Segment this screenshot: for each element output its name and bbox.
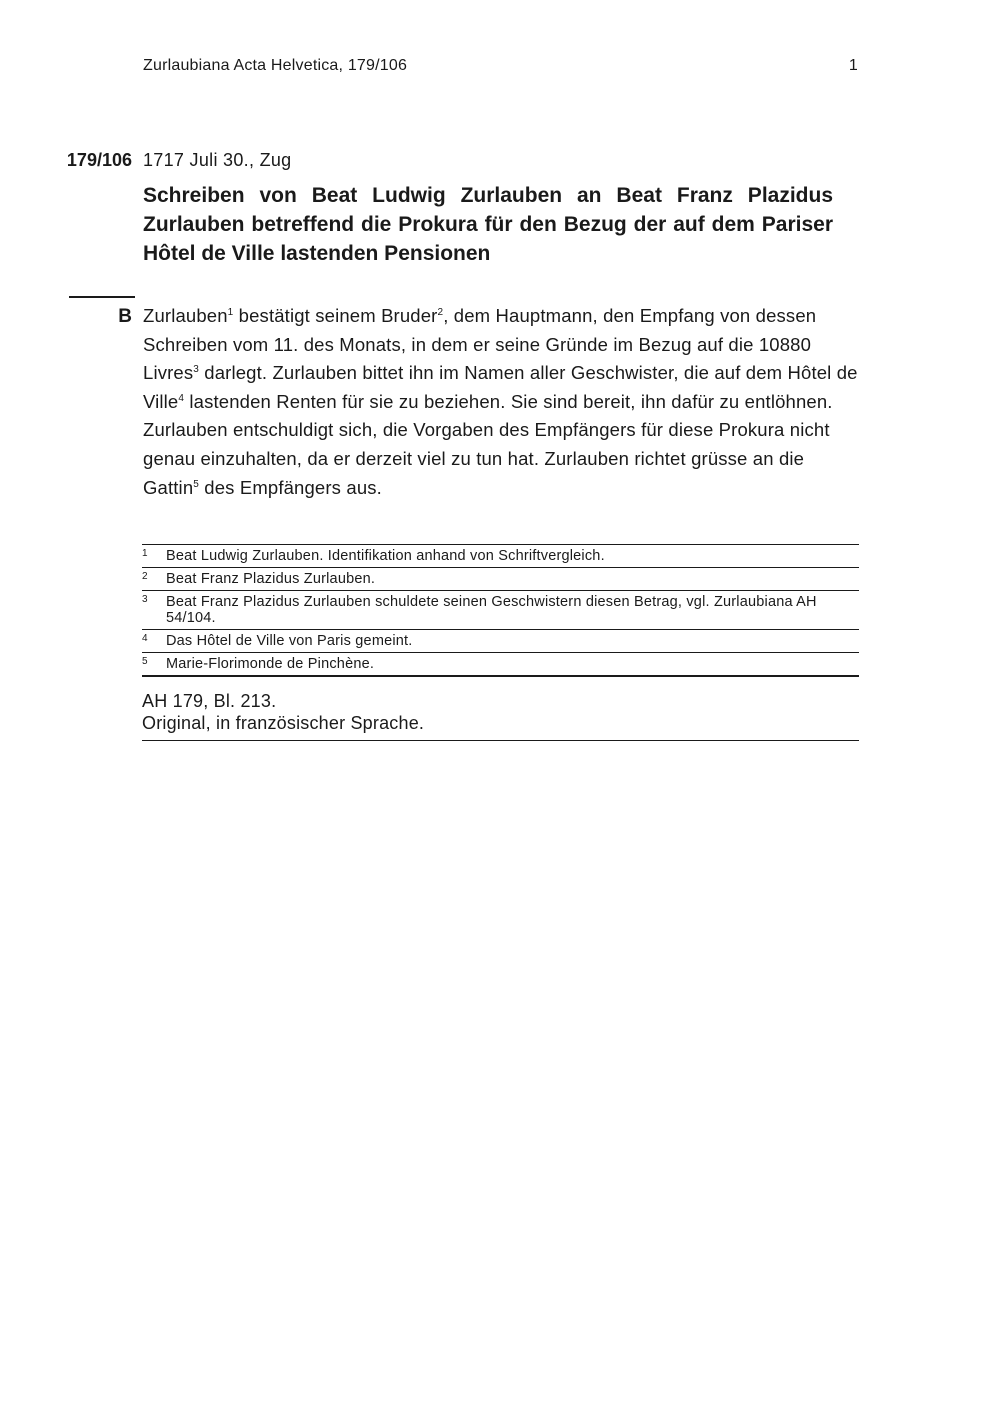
page-number: 1 xyxy=(848,57,858,74)
footnote-number: 3 xyxy=(142,594,148,605)
regest-segment: bestätigt seinem Bruder xyxy=(233,305,438,326)
footnote-number: 2 xyxy=(142,571,148,582)
footnote-ref[interactable]: 1 xyxy=(227,307,234,318)
regest-segment: Zurlauben xyxy=(143,305,228,326)
footnotes xyxy=(142,544,859,677)
regest-segment: darlegt. Zurlauben bittet ihn im Namen aller Geschwister, die auf dem Hôtel de Ville xyxy=(143,362,858,412)
footnote-text: Beat Franz Plazidus Zurlauben schuldete seinen Geschwistern diesen Betrag, vgl. Zurlaubiana AH 54/104. xyxy=(166,594,817,626)
document-title: Schreiben von Beat Ludwig Zurlauben an Beat Franz Plazidus Zurlauben betreffend die Prokura für den Bezug der auf dem Pariser Hôtel de Ville lastenden Pensionen xyxy=(143,184,833,265)
footnote-ref[interactable]: 2 xyxy=(437,307,444,318)
regest-text xyxy=(143,302,858,502)
footnote-text: Beat Franz Plazidus Zurlauben. xyxy=(166,571,376,587)
footnote xyxy=(142,545,859,568)
footnote-text: Das Hôtel de Ville von Paris gemeint. xyxy=(166,633,413,649)
running-head-title: Zurlaubiana Acta Helvetica, 179/106 xyxy=(143,57,408,74)
footnote xyxy=(142,568,859,591)
document-date-place: 1717 Juli 30., Zug xyxy=(143,150,292,170)
footnote xyxy=(142,591,859,630)
margin-rule xyxy=(69,296,135,298)
regest-segment: des Empfängers aus. xyxy=(198,476,382,498)
footnote-ref[interactable]: 3 xyxy=(193,364,199,376)
regest-segment: , dem Hauptmann, den Empfang von dessen Schreiben vom 11. des Monats, in dem er seine Gründe im Bezug auf die 10880 Livres xyxy=(143,305,817,384)
footnote-number: 5 xyxy=(142,656,148,667)
source-tradition: Original, in französischer Sprache. xyxy=(142,713,425,733)
footnote xyxy=(142,630,859,653)
footnote-ref[interactable]: 4 xyxy=(178,392,185,404)
footnote-text: Marie-Florimonde de Pinchène. xyxy=(166,656,375,672)
footnote-number: 1 xyxy=(142,548,148,559)
footnote xyxy=(142,653,859,677)
footnote-number: 4 xyxy=(142,633,148,644)
document-number: 179/106 xyxy=(66,150,132,170)
footnote-text: Beat Ludwig Zurlauben. Identifikation anhand von Schriftvergleich. xyxy=(166,548,605,564)
source-block xyxy=(142,690,859,741)
section-letter: B xyxy=(118,306,132,327)
running-head xyxy=(143,57,858,75)
regest-segment: lastenden Renten für sie zu beziehen. Sie sind bereit, ihn dafür zu entlöhnen. Zurlauben entschuldigt sich, die Vorgaben des Empfängers für diese Prokura nicht genau einzuhalten, da er derzeit viel zu tun hat. Zurlauben richtet grüsse an die Gattin xyxy=(143,390,833,498)
footnote-ref[interactable]: 5 xyxy=(193,478,199,490)
source-signature: AH 179, Bl. 213. xyxy=(142,691,277,711)
